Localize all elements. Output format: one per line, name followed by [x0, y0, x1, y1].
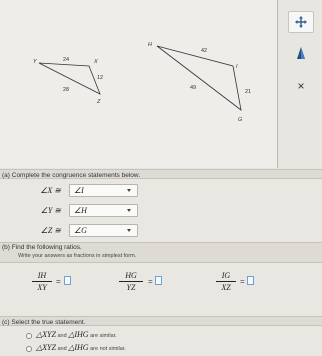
angle-z-label: ∠Z ≅: [40, 226, 61, 235]
not-similar-text: are not similar.: [90, 346, 126, 352]
move-tool-button[interactable]: [288, 11, 314, 33]
triangle-ihg-label: △IHG: [68, 343, 89, 352]
and-text: and: [57, 346, 67, 352]
triangle-xyz-label: △XYZ: [36, 343, 56, 352]
close-icon: ×: [297, 79, 305, 93]
ratio-ig-xz-numerator: IG: [216, 271, 236, 282]
ratio-ig-xz-denominator: XZ: [221, 283, 231, 292]
side-hi-label: 42: [201, 48, 208, 54]
angle-z-select[interactable]: [69, 224, 138, 237]
side-ig-label: 21: [245, 89, 252, 95]
vertex-h-label: H: [148, 42, 152, 48]
ratio-ig-xz: [216, 271, 236, 292]
ratio-hg-yz-answer-input[interactable]: [155, 276, 162, 285]
part-c-header: [0, 316, 322, 326]
ratio-hg-yz-denominator: YZ: [126, 283, 136, 292]
angle-z-select-value: ∠G: [74, 226, 87, 235]
and-text: and: [57, 333, 67, 339]
angle-x-label: ∠X ≅: [40, 186, 61, 195]
part-a-header: [0, 169, 322, 179]
part-b-sub-instruction: Write your answers as fractions in simplest form.: [18, 253, 137, 259]
triangle-ihg: [157, 46, 241, 110]
chevron-down-icon: [127, 189, 131, 192]
triangle-xyz-label: △XYZ: [36, 330, 56, 339]
similar-radio[interactable]: [26, 333, 32, 339]
equals-sign: =: [240, 277, 245, 286]
questions-panel: [0, 169, 322, 356]
similar-text: are similar.: [90, 333, 117, 339]
part-b-header: [0, 242, 322, 263]
ratio-ih-xy-denominator: XY: [37, 283, 47, 292]
part-a-instruction: (a) Complete the congruence statements below.: [2, 172, 141, 179]
ratio-hg-yz: [119, 271, 143, 292]
angle-y-label: ∠Y ≅: [40, 206, 61, 215]
angle-x-select[interactable]: [69, 184, 138, 197]
close-button[interactable]: [288, 76, 314, 96]
angle-y-select[interactable]: [69, 204, 138, 217]
chevron-down-icon: [127, 229, 131, 232]
chevron-down-icon: [127, 209, 131, 212]
ruler-tool-button[interactable]: [288, 43, 314, 63]
angle-y-select-value: ∠H: [74, 206, 87, 215]
similar-option-label[interactable]: [36, 330, 117, 339]
ratio-ih-xy-numerator: IH: [32, 271, 52, 282]
triangle-xyz: [39, 63, 100, 94]
move-icon: [294, 15, 308, 29]
figure-panel: [0, 0, 278, 168]
vertex-y-label: Y: [33, 59, 37, 65]
not-similar-option-label[interactable]: [36, 343, 126, 352]
equals-sign: =: [56, 277, 61, 286]
side-hg-label: 49: [190, 85, 197, 91]
part-c-instruction: (c) Select the true statement.: [2, 319, 86, 326]
vertex-x-label: X: [94, 59, 98, 65]
ratio-ih-xy-answer-input[interactable]: [64, 276, 71, 285]
side-xy-label: 24: [63, 57, 70, 63]
triangle-ihg-label: △IHG: [68, 330, 89, 339]
ratio-hg-yz-numerator: HG: [119, 271, 143, 282]
not-similar-radio[interactable]: [26, 346, 32, 352]
side-yz-label: 28: [63, 87, 70, 93]
side-xz-label: 12: [97, 75, 104, 81]
part-b-instruction: (b) Find the following ratios.: [2, 244, 82, 251]
ratio-ig-xz-answer-input[interactable]: [247, 276, 254, 285]
vertex-z-label: Z: [97, 99, 101, 105]
equals-sign: =: [148, 277, 153, 286]
ruler-icon: [296, 47, 306, 59]
figure-toolbar: [279, 0, 322, 168]
ratio-ih-xy: [32, 271, 52, 292]
angle-x-select-value: ∠I: [74, 186, 84, 195]
vertex-i-label: I: [236, 64, 238, 70]
vertex-g-label: G: [238, 117, 243, 123]
triangles-figure: [0, 0, 278, 168]
